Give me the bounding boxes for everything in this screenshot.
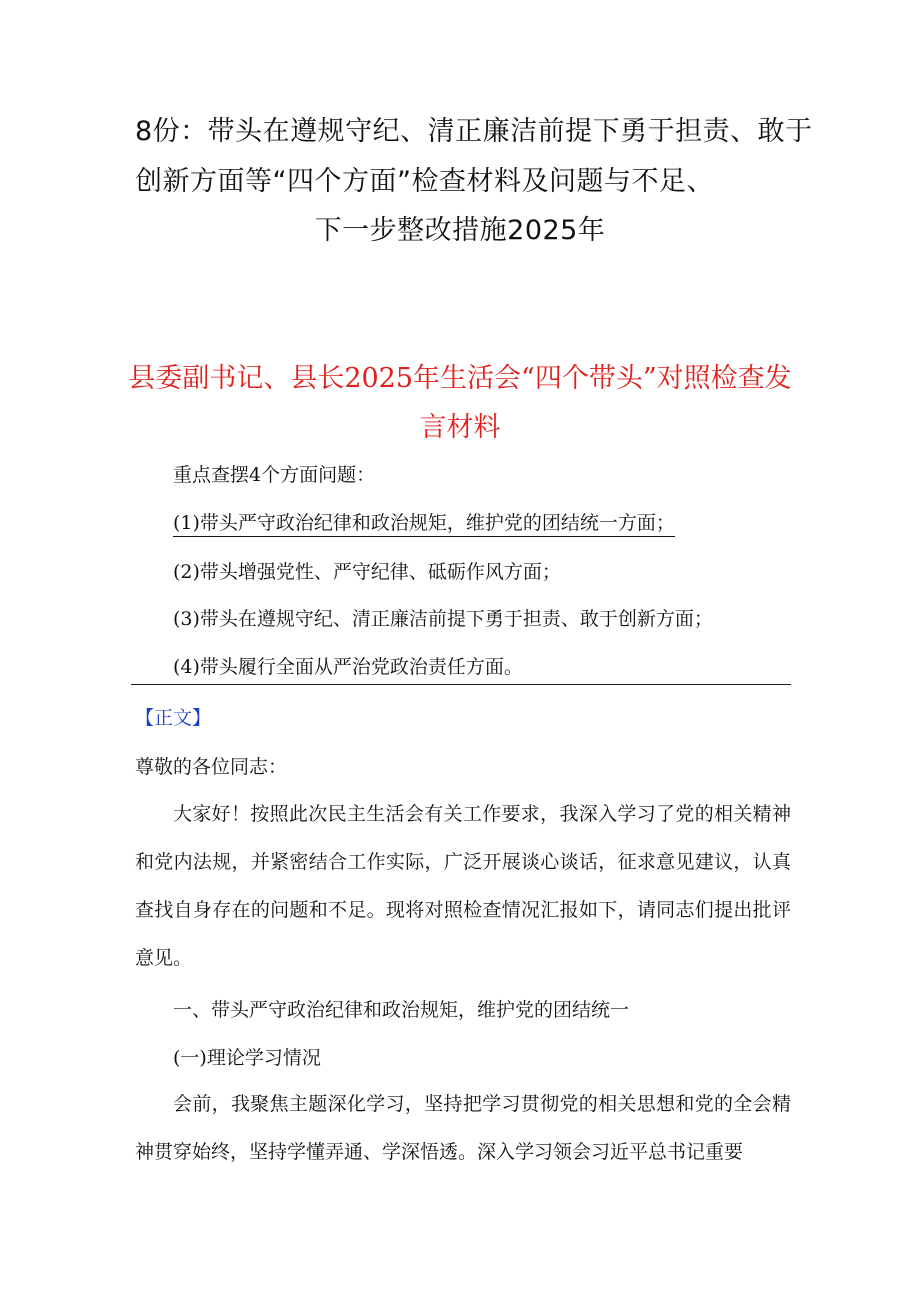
focus-item-1 [173, 510, 675, 536]
horizontal-divider [131, 684, 791, 685]
paragraph-1: 大家好！按照此次民主生活会有关工作要求，我深入学习了党的相关精神和党内法规，并紧密结合工作实际，广泛开展谈心谈话，征求意见建议，认真查找自身存在的问题和不足。现将对照检查情况汇报如下，请同志们提出批评意见。 [135, 803, 791, 969]
focus-intro: 重点查摆4个方面问题： [173, 464, 376, 486]
red-heading-line-2: 言材料 [419, 412, 501, 443]
red-heading-line-1: 县委副书记、县长2025年生活会“四个带头”对照检查发 [128, 363, 792, 394]
focus-item-4: (4)带头履行全面从严治党政治责任方面。 [173, 656, 523, 678]
title-line-2: 创新方面等“四个方面”检查材料及问题与不足、 [135, 166, 714, 197]
section-tag: 【正文】 [135, 707, 212, 729]
focus-item-2: (2)带头增强党性、严守纪律、砥砺作风方面； [173, 561, 561, 583]
subsection-heading-1: (一)理论学习情况 [173, 1047, 321, 1069]
title-line-3: 下一步整改措施2025年 [314, 215, 606, 246]
section-heading-1: 一、带头严守政治纪律和政治规矩，维护党的团结统一 [173, 999, 630, 1021]
paragraph-2: 会前，我聚焦主题深化学习，坚持把学习贯彻党的相关思想和党的全会精神贯穿始终，坚持学懂弄通、学深悟透。深入学习领会习近平总书记重要 [135, 1093, 791, 1163]
focus-item-3: (3)带头在遵规守纪、清正廉洁前提下勇于担责、敢于创新方面； [173, 608, 713, 630]
title-line-1: 8份：带头在遵规守纪、清正廉洁前提下勇于担责、敢于 [135, 116, 813, 147]
focus-item-1-text: (1)带头严守政治纪律和政治规矩，维护党的团结统一方面； [173, 512, 675, 537]
salutation: 尊敬的各位同志： [135, 756, 288, 778]
